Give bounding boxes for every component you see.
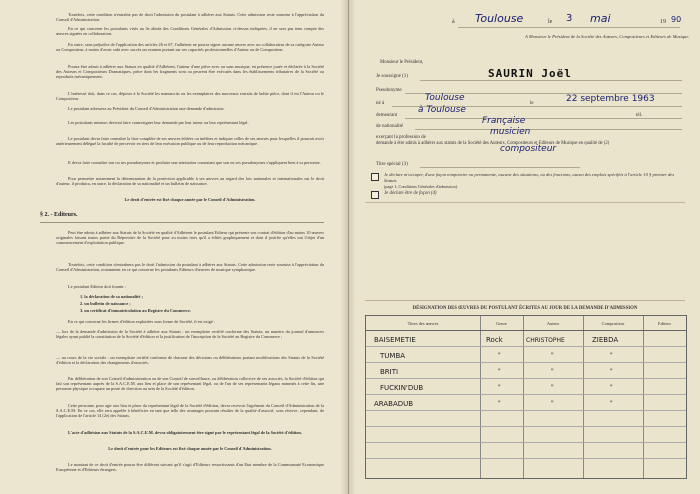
paragraph: Le postulant adressera au Président du Conseil d'Administration une demande d'admission. (68, 106, 225, 111)
demand-text: demande à être admis à adhérer aux statuts de la Société des Auteurs, Compositeurs et Editeurs de Musique en qualité de (2) (376, 141, 610, 146)
work-genre[interactable]: " (498, 384, 501, 391)
quality-field[interactable]: compositeur (500, 144, 557, 154)
declaration-text-2: Je déclare être de façon (4) (384, 191, 437, 196)
birth-date-label: le (530, 101, 534, 106)
row-divider (366, 442, 686, 443)
paragraph: Il devra faire connaître son ou ses pseudonymes et produire une attestation constatant que son ou ses pseudonymes s'appliquent bien à sa personne. (68, 160, 321, 165)
table-title: DÉSIGNATION DES ŒUVRES DU POSTULANT ÉCRITES AU JOUR DE LA DEMANDE D'ADMISSION (412, 306, 638, 311)
work-title[interactable]: BAISEMETIE (374, 336, 416, 344)
paragraph: Le droit d'entrée pour les Editeurs est fixé chaque année par le Conseil d'Administration. (108, 446, 272, 451)
pseudonym-label: Pseudonyme (376, 88, 402, 93)
nationality-label: de nationalité (376, 124, 404, 129)
paragraph: En ce qui concerne les firmes d'édition exploitées sous forme de Société, il est exigé : (68, 319, 216, 324)
paragraph: Le postulant devra faire connaître la liste complète de ses œuvres éditées ou inédites et indiquer celles de ses œuvres pour lesquelles il pourrait avoir antérieurement délégué la faculté de percevoir en tiers de leur exécution publique ou de leur reproduction mécanique. (56, 136, 324, 147)
paragraph: — lors de la demande d'admission de la Société à adhérer aux Statuts : un exemplaire certifié conforme des Statuts, un numéro du journal d'annonces légales ayant publié la constitution de la Société d'édition et la justification de l'inscription de la Société au Registre du Commerce ; (56, 329, 324, 340)
paragraph: Pour permettre notamment la détermination de la protection applicable à ses œuvres au regard des lois nationales et internationales sur le droit d'auteur, il produira, en outre, la déclaration de sa nationalité et un bulletin de naissance. (56, 176, 324, 187)
residence-underline (405, 118, 682, 119)
row-divider (366, 458, 686, 459)
paragraph: Cette personne, pour agir aux lieu et place du représentant légal de la Société d'édition, devra recevoir l'agrément du Conseil d'Administration de la S.A.C.E.M. En ce cas, elle sera appelée à bénéficier en tant que telle des avantages pouvant résulter de la qualité d'associé, sous réserve, cependant, de l'application de l'article 14 (2e) des Statuts. (56, 403, 324, 419)
title-label: Titre spécial (3) (376, 162, 408, 167)
works-table (365, 315, 687, 479)
name-underline (420, 80, 682, 81)
column-divider (583, 316, 584, 478)
paragraph: — au cours de la vie sociale : un exemplaire certifié conforme de chacune des décisions ou délibérations portant modifications des Statuts de la Société d'édition et la déclaration des changements d'associés. (56, 355, 324, 366)
work-title[interactable]: FUCKIN'DUB (380, 384, 424, 392)
birth-date-field[interactable]: 22 septembre 1963 (566, 94, 655, 104)
work-composer[interactable]: " (610, 384, 613, 391)
column-header: Editeur (658, 320, 671, 326)
title-underline (420, 167, 580, 168)
paragraph: Peut être admis à adhérer aux Statuts de la Société en qualité d'Adhérent le postulant Editeur qui présente son contrat d'édition d'au moins 10 œuvres originales faisant toutes partie du Répertoire de la Société pour au moins trois qu'il a édités graphiquement et dont il justifie qu'elles ont l'objet d'un commencement d'exploitation publique. (56, 230, 324, 246)
section-heading: § 2. - Editeurs. (40, 212, 78, 218)
residence-label: demeurant (376, 113, 398, 118)
column-header: Titres des œuvres (407, 320, 439, 326)
column-divider (480, 316, 481, 478)
work-author[interactable]: " (551, 384, 554, 391)
list-item: 2. un bulletin de naissance ; (80, 301, 131, 306)
row-divider (366, 426, 686, 427)
paragraph: Toutefois, cette condition n'entraînera pas le droit l'admission du postulant à adhérer aux Statuts. Cette admission reste soumise à l'appréciation du Conseil d'Administration, notamment en ce qui concerne les postulants Editeurs d'œuvres de musique symphonique. (56, 262, 324, 273)
work-author[interactable]: " (551, 352, 554, 359)
declaration-checkbox-2[interactable] (371, 191, 379, 199)
work-genre[interactable]: Rock (486, 336, 503, 344)
work-author[interactable]: " (551, 368, 554, 375)
row-divider (366, 378, 686, 379)
profession-label: exerçant la profession de (376, 135, 426, 140)
divider (40, 222, 324, 223)
paragraph: En ce qui concerne les postulants visés au 3e alinéa des Conditions Générales d'Admission ci-dessus indiquées, il ne sera pas tenu compte des œuvres signées en collaboration. (56, 26, 324, 37)
paragraph: L'intéressé doit, dans ce cas, déposer à la Société les manuscrits ou les exemplaires des morceaux extraits de ladite pièce, dont il est l'Auteur ou le Compositeur. (56, 91, 324, 102)
row-divider (366, 346, 686, 347)
list-item: 3. un certificat d'immatriculation au Registre du Commerce. (80, 308, 191, 313)
nationality-field[interactable]: Française (482, 116, 526, 126)
work-genre[interactable]: " (498, 352, 501, 359)
column-header: Genre (496, 320, 507, 326)
paragraph: Les postulants mineurs devront faire contresigner leur demande par leur tuteur ou leur représentant légal. (68, 120, 249, 125)
work-composer[interactable]: " (610, 400, 613, 407)
name-field[interactable]: SAURIN Joël (488, 67, 572, 80)
day-field[interactable]: 3 (566, 13, 573, 24)
date-underline (458, 27, 680, 28)
date-prefix: le (548, 19, 553, 25)
month-field[interactable]: mai (590, 12, 611, 25)
column-divider (643, 316, 644, 478)
left-page (0, 0, 349, 494)
footnote: (page 1, Conditions Générales d'admission). (384, 184, 459, 189)
paragraph: Pourra être admis à adhérer aux Statuts en qualité d'Adhérent, l'auteur d'une pièce avec ou sans musique, en présence jouée et déclarée à la Société des Auteurs et Compositeurs Dramatiques, pièce dont les fragments sont ou peuvent être exécutés dans les établissements tributaires de la Société ou reproduits mécaniquement. (56, 64, 324, 80)
place-prefix: à (452, 19, 455, 25)
paragraph: L'acte d'adhésion aux Statuts de la S.A.C.E.M. devra obligatoirement être signé par le représentant légal de la Société d'édition. (68, 430, 302, 435)
column-header: Compositeur (601, 320, 625, 326)
row-divider (366, 330, 686, 331)
page-fold (340, 0, 356, 494)
work-title[interactable]: TUMBA (380, 352, 406, 360)
salutation: Monsieur le Président, (380, 60, 424, 65)
column-header: Auteur (546, 320, 560, 326)
profession-field[interactable]: musicien (490, 127, 531, 137)
work-author[interactable]: " (551, 400, 554, 407)
row-divider (366, 362, 686, 363)
year-prefix: 19 (660, 19, 666, 25)
residence-field[interactable]: à Toulouse (418, 105, 466, 115)
work-composer[interactable]: " (610, 368, 613, 375)
row-divider (366, 394, 686, 395)
place-field[interactable]: Toulouse (475, 12, 524, 25)
work-title[interactable]: ARABADUB (374, 400, 414, 408)
divider (365, 202, 685, 203)
paragraph: Le postulant Editeur doit fournir : (68, 284, 127, 289)
nationality-underline (415, 129, 682, 130)
addressee: A Monsieur le Président de la Société des Auteurs, Compositeurs et Editeurs de Musique. (525, 34, 690, 39)
divider (365, 300, 685, 301)
column-divider (523, 316, 524, 478)
declaration-text: Je déclare m'occuper, d'une façon temporaire ou permanente, aucune des situations, ou des fonctions, aucun des emplois spécifiés à l'article 10 § premier des Statuts (384, 172, 675, 183)
declaration-checkbox[interactable] (371, 173, 379, 181)
undersigned-label: Je soussigné (1) (376, 74, 408, 79)
row-divider (366, 410, 686, 411)
tel-label: tél. (636, 113, 643, 118)
work-title[interactable]: BRITI (380, 368, 399, 376)
work-composer[interactable]: " (610, 352, 613, 359)
work-author[interactable]: CHRISTOPHE (526, 337, 565, 344)
paragraph: Le montant de ce droit d'entrée pourra être différent suivant qu'il s'agit d'Editeurs ressortissants d'un Etat membre de la Communauté Economique Européenne et d'Editeurs étrangers. (56, 462, 324, 473)
birth-place-field[interactable]: Toulouse (425, 93, 465, 103)
paragraph: En outre, sans préjudice de l'application des articles 26 et 67, l'adhérent ne pourra signer aucune œuvre avec un collaborateur de sa catégorie Auteur ou Compositeur, à moins d'avoir subi avec succès un examen portant sur ses capacités professionnelles d'Auteur ou de Compositeur. (56, 42, 324, 53)
year-field[interactable]: 90 (671, 15, 682, 24)
work-composer[interactable]: ZIEBDA (592, 336, 619, 344)
paragraph: Toutefois, cette condition n'entraîne pas de droit l'admission du postulant à adhérer aux Statuts. Cette admission reste soumise à l'appréciation du Conseil d'Administration. (56, 12, 324, 23)
list-item: 1. la déclaration de sa nationalité ; (80, 294, 143, 299)
paragraph: Par délibération de son Conseil d'administration ou de son Conseil de surveillance, ou délibération collective de ses associés, la Société d'édition qui fait son représentant auprès de la S.A.C.E.M. aux lieu et place de son représentant légal, ou de l'un de ses représentants légaux nommés à cette fin, une personne physique occupant un poste de direction au sein de la Société d'édition. (56, 376, 324, 392)
work-genre[interactable]: " (498, 400, 501, 407)
paragraph: Le droit d'entrée est fixé chaque année par le Conseil d'Administration. (124, 197, 256, 202)
born-label: né à (376, 101, 385, 106)
work-genre[interactable]: " (498, 368, 501, 375)
